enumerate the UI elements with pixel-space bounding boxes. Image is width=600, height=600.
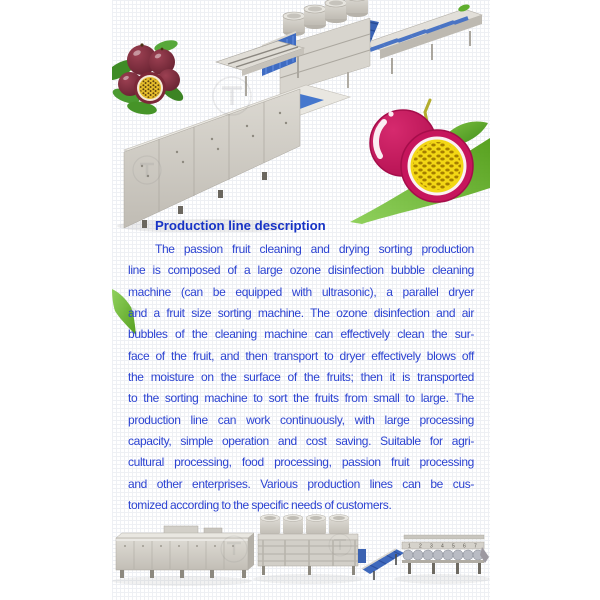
paragraph-line: bubbles of the cleaning machine can effectively clean the sur- [128, 327, 474, 342]
paragraph-line: face of the fruit, and then transport to dryer effectively blows off [128, 348, 474, 363]
size-sorter [402, 535, 489, 574]
cut-passion-fruit [134, 72, 166, 104]
description-section [128, 217, 474, 516]
sorter-grade-number: 6 [463, 543, 466, 550]
paragraph-line: cultural processing, food processing, passion fruit processing [128, 455, 474, 470]
footer-product-image [112, 505, 490, 600]
paragraph-line: and other enterprises. Various production lines can be cus- [128, 476, 474, 491]
cut-fruit-half [401, 130, 473, 202]
sorter-grade-number: 7 [474, 543, 477, 550]
paragraph-line: tomized according to the specific needs of customers. [128, 498, 392, 513]
sorter-grade-number: 5 [452, 543, 455, 550]
sorter-grade-number: 1 [408, 543, 411, 550]
sorter-rollers [403, 550, 483, 560]
sorting-conveyor [362, 3, 482, 74]
paragraph-line: the moisture on the surface of the fruits; then it is transported [128, 370, 474, 385]
paragraph-line: machine (can be equipped with ultrasonic), a parallel dryer [128, 284, 474, 299]
hero-product-image [112, 0, 490, 232]
paragraph-line: line is composed of a large ozone disinfection bubble cleaning [128, 263, 474, 278]
paragraph-line: to the sorting machine to sort the fruits from small to large. The [128, 391, 474, 406]
paragraph-line: capacity, simple operation and cost saving. Suitable for agri- [128, 434, 474, 449]
section-heading: Production line description [155, 218, 326, 233]
sorter-grade-number: 3 [430, 543, 433, 550]
incline-conveyor [362, 549, 404, 580]
paragraph-line: and a fruit size sorting machine. The ozone disinfection and air [128, 306, 474, 321]
sorter-grade-number: 4 [441, 543, 444, 550]
dryer-drums-side [260, 515, 349, 534]
passion-fruits-photo [112, 38, 186, 116]
sorter-grade-number: 2 [419, 543, 422, 550]
content-column [112, 0, 490, 600]
paragraph-line: production line can work continuously, with large processing [128, 412, 474, 427]
dryer-side-view [258, 515, 366, 575]
paragraph-line: The passion fruit cleaning and drying sorting production [155, 242, 474, 256]
